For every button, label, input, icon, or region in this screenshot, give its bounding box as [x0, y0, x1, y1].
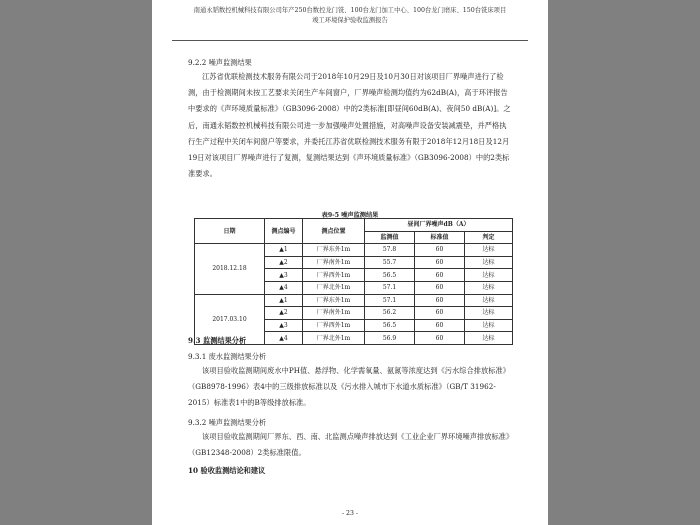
- point-location-cell: 厂界南外1m: [303, 256, 365, 269]
- point-location-cell: 厂界北外1m: [303, 281, 365, 294]
- judgement-cell: 达标: [465, 281, 513, 294]
- measured-cell: 57.1: [365, 281, 415, 294]
- page-header: [172, 6, 528, 26]
- section-9-3-2-paragraph: 该项目验收监测期间厂界东、西、南、北监测点噪声排放达到《工业企业厂界环境噪声排放标准》（GB12348-2008）2类标准限值。: [188, 432, 510, 458]
- header-standard: 标准值: [415, 231, 465, 244]
- point-id-cell: ▲1: [265, 244, 303, 257]
- measured-cell: 56.2: [365, 307, 415, 320]
- section-9-3-heading: 9.3 监测结果分析: [188, 336, 247, 345]
- judgement-cell: 达标: [465, 332, 513, 345]
- measured-cell: 56.9: [365, 332, 415, 345]
- standard-cell: 60: [415, 307, 465, 320]
- point-id-cell: ▲3: [265, 269, 303, 282]
- point-id-cell: ▲3: [265, 319, 303, 332]
- measured-cell: 55.7: [365, 256, 415, 269]
- header-line-2: 竣工环境保护验收监测报告: [312, 17, 388, 24]
- header-point-id: 测点编号: [265, 219, 303, 244]
- section-9-2-2-paragraph: 江苏省优联检测技术服务有限公司于2018年10月29日及10月30日对该项目厂界噪声进行了检测，由于检测期间未按工艺要求关闭生产车间窗户，厂界噪声检测均值约为62dB(A)，高于环评报告中要求的《声环境质量标准》（GB3096-2008）中的2类标准[即昼间60dB(A)、夜间50 dB(A)]。之后，南通永韬数控机械科技有限公司进一步加强噪声处置措施，对高噪声设备安装减震垫，并严格执行生产过程中关闭车间窗户等要求，并委托江苏省优联检测技术服务有限于2018年12月18日及12月19日对该项目厂界噪声进行了复测，复测结果达到《声环境质量标准》（GB3096-2008）中的2类标准要求。: [188, 72, 511, 179]
- header-daytime-noise: 昼间厂界噪声dB（A）: [365, 219, 513, 232]
- page-number: - 23 -: [342, 510, 358, 517]
- measured-cell: 57.8: [365, 244, 415, 257]
- date-cell: 2018.12.18: [195, 244, 265, 294]
- point-id-cell: ▲4: [265, 332, 303, 345]
- standard-cell: 60: [415, 256, 465, 269]
- point-location-cell: 厂界南外1m: [303, 307, 365, 320]
- document-page: [152, 0, 548, 525]
- standard-cell: 60: [415, 244, 465, 257]
- header-line-1: 南通永韬数控机械科技有限公司年产250台数控龙门铣、100台龙门加工中心、100台龙门磨床、150台铣床项目: [193, 7, 507, 14]
- standard-cell: 60: [415, 269, 465, 282]
- header-judgement: 判定: [465, 231, 513, 244]
- point-id-cell: ▲2: [265, 307, 303, 320]
- standard-cell: 60: [415, 332, 465, 345]
- header-measured: 监测值: [365, 231, 415, 244]
- point-location-cell: 厂界东外1m: [303, 244, 365, 257]
- header-divider: [172, 40, 528, 41]
- noise-results-table: [194, 218, 513, 345]
- header-date: 日期: [195, 219, 265, 244]
- measured-cell: 57.1: [365, 294, 415, 307]
- point-id-cell: ▲1: [265, 294, 303, 307]
- point-location-cell: 厂界西外1m: [303, 269, 365, 282]
- section-9-2-2-heading: 9.2.2 噪声监测结果: [188, 58, 252, 67]
- table-caption: 表9-5 噪声监测结果: [321, 212, 379, 219]
- point-location-cell: 厂界西外1m: [303, 319, 365, 332]
- standard-cell: 60: [415, 294, 465, 307]
- judgement-cell: 达标: [465, 307, 513, 320]
- standard-cell: 60: [415, 319, 465, 332]
- measured-cell: 56.5: [365, 319, 415, 332]
- section-9-3-1-paragraph: 该项目验收监测期间废水中PH值、悬浮物、化学需氧量、氨氮等浓度达到《污水综合排放标准》（GB8978-1996）表4中的三级排放标准以及《污水排入城市下水道水质标准》（GB/T 31962-2015）标准表1中的B等级排放标准。: [188, 366, 510, 408]
- judgement-cell: 达标: [465, 244, 513, 257]
- section-9-3-2-heading: 9.3.2 噪声监测结果分析: [188, 418, 267, 427]
- table-row: [195, 294, 513, 307]
- judgement-cell: 达标: [465, 256, 513, 269]
- point-id-cell: ▲4: [265, 281, 303, 294]
- table-row: [195, 244, 513, 257]
- point-location-cell: 厂界东外1m: [303, 294, 365, 307]
- section-10-heading: 10 验收监测结论和建议: [188, 466, 266, 475]
- standard-cell: 60: [415, 281, 465, 294]
- point-location-cell: 厂界北外1m: [303, 332, 365, 345]
- header-point-location: 测点位置: [303, 219, 365, 244]
- point-id-cell: ▲2: [265, 256, 303, 269]
- judgement-cell: 达标: [465, 269, 513, 282]
- measured-cell: 56.5: [365, 269, 415, 282]
- judgement-cell: 达标: [465, 294, 513, 307]
- judgement-cell: 达标: [465, 319, 513, 332]
- section-9-3-1-heading: 9.3.1 废水监测结果分析: [188, 352, 267, 361]
- date-cell: 2017.03.10: [195, 294, 265, 344]
